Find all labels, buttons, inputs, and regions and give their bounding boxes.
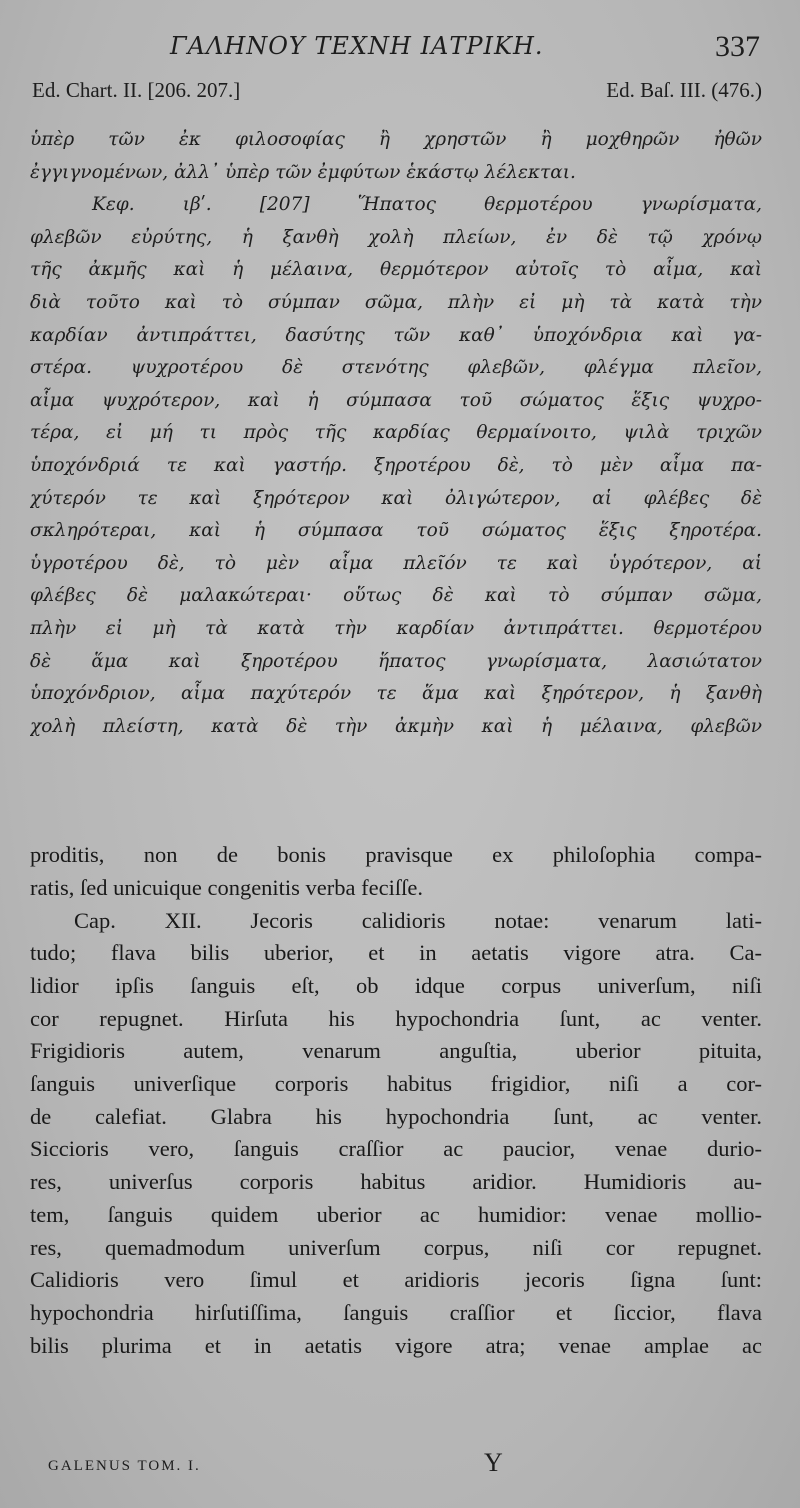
- greek-line: τέρα, εἰ μή τι πρὸς τῆς καρδίας θερμαίνοιτο, ψιλὰ τριχῶν: [30, 422, 762, 444]
- page-footer: [30, 1448, 762, 1484]
- greek-line: δὲ ἅμα καὶ ξηροτέρου ἥπατος γνωρίσματα, λασιώτατον: [30, 650, 762, 672]
- greek-line: φλέβες δὲ μαλακώτεραι· οὕτως δὲ καὶ τὸ σύμπαν σῶμα,: [30, 585, 762, 607]
- latin-line: Frigidioris autem, venarum anguſtia, uberior pituita,: [30, 1038, 762, 1064]
- running-title: ΓΑΛΗΝΟΥ ΤΕΧΝΗ ΙΑΤΡΙΚΗ.: [170, 32, 544, 60]
- latin-line: de calefiat. Glabra his hypochondria ſunt, ac venter.: [30, 1103, 762, 1129]
- latin-line: res, univerſus corporis habitus aridior. Humidioris au-: [30, 1169, 762, 1195]
- page-header: [30, 26, 762, 102]
- latin-text-block: [30, 839, 762, 1362]
- latin-line: Siccioris vero, ſanguis craſſior ac paucior, venae durio-: [30, 1136, 762, 1162]
- greek-line: διὰ τοῦτο καὶ τὸ σύμπαν σῶμα, πλὴν εἰ μὴ τὰ κατὰ τὴν: [30, 291, 762, 313]
- section-gap: [30, 743, 762, 839]
- latin-line: hypochondria hirſutiſſima, ſanguis craſſior et ſiccior, flava: [30, 1299, 762, 1325]
- greek-line: χύτερόν τε καὶ ξηρότερον καὶ ὀλιγώτερον, αἱ φλέβες δὲ: [30, 487, 762, 509]
- edition-chartier-reference: Ed. Chart. II. [206. 207.]: [32, 78, 241, 102]
- page-number: 337: [715, 30, 760, 63]
- greek-line: ὑποχόνδριον, αἷμα παχύτερόν τε ἅμα καὶ ξηρότερον, ἡ ξανθὴ: [30, 683, 762, 705]
- greek-line: πλὴν εἰ μὴ τὰ κατὰ τὴν καρδίαν ἀντιπράττει. θερμοτέρου: [30, 617, 762, 639]
- greek-line: Κεφ. ιβʹ. [207] Ἥπατος θερμοτέρου γνωρίσματα,: [92, 194, 762, 216]
- latin-line: Calidioris vero ſimul et aridioris jecoris ſigna ſunt:: [30, 1267, 762, 1293]
- signature-line: GALENUS TOM. I.: [48, 1458, 201, 1474]
- latin-line: cor repugnet. Hirſuta his hypochondria ſunt, ac venter.: [30, 1005, 762, 1031]
- greek-line: στέρα. ψυχροτέρου δὲ στενότης φλεβῶν, φλέγμα πλεῖον,: [30, 357, 762, 379]
- greek-line: αἷμα ψυχρότερον, καὶ ἡ σύμπασα τοῦ σώματος ἕξις ψυχρο-: [30, 389, 762, 411]
- latin-line: bilis plurima et in aetatis vigore atra; venae amplae ac: [30, 1332, 762, 1358]
- greek-line: χολὴ πλείστη, κατὰ δὲ τὴν ἀκμὴν καὶ ἡ μέλαινα, φλεβῶν: [30, 715, 762, 737]
- latin-line: ratis, ſed unicuique congenitis verba feciſſe.: [30, 874, 423, 900]
- greek-text-block: [30, 124, 762, 743]
- greek-line: ὑποχόνδριά τε καὶ γαστήρ. ξηροτέρου δὲ, τὸ μὲν αἷμα πα-: [30, 454, 762, 476]
- latin-line: Cap. XII. Jecoris calidioris notae: venarum lati-: [74, 907, 762, 933]
- latin-line: lidior ipſis ſanguis eſt, ob idque corpus univerſum, niſi: [30, 973, 762, 999]
- latin-line: ſanguis univerſique corporis habitus frigidior, niſi a cor-: [30, 1071, 762, 1097]
- greek-line: καρδίαν ἀντιπράττει, δασύτης τῶν καθ᾽ ὑποχόνδρια καὶ γα-: [30, 324, 762, 346]
- latin-line: proditis, non de bonis pravisque ex philoſophia compa-: [30, 842, 762, 868]
- greek-line: σκληρότεραι, καὶ ἡ σύμπασα τοῦ σώματος ἕξις ξηροτέρα.: [30, 520, 762, 542]
- greek-line: ὑπὲρ τῶν ἐκ φιλοσοφίας ἢ χρηστῶν ἢ μοχθηρῶν ἠθῶν: [30, 129, 762, 150]
- latin-line: res, quemadmodum univerſum corpus, niſi cor repugnet.: [30, 1234, 762, 1260]
- greek-line: φλεβῶν εὐρύτης, ἡ ξανθὴ χολὴ πλείων, ἐν δὲ τῷ χρόνῳ: [30, 226, 762, 248]
- greek-line: ὑγροτέρου δὲ, τὸ μὲν αἷμα πλεῖόν τε καὶ ὑγρότερον, αἱ: [30, 552, 762, 574]
- latin-line: tem, ſanguis quidem uberior ac humidior: venae mollio-: [30, 1201, 762, 1227]
- latin-line: tudo; flava bilis uberior, et in aetatis vigore atra. Ca-: [30, 940, 762, 966]
- greek-line: ἐγγιγνομένων, ἀλλ᾽ ὑπὲρ τῶν ἐμφύτων ἑκάστῳ λέλεκται.: [30, 161, 576, 183]
- sheet-mark: Y: [484, 1448, 503, 1477]
- greek-line: τῆς ἀκμῆς καὶ ἡ μέλαινα, θερμότερον αὐτοῖς τὸ αἷμα, καὶ: [30, 259, 762, 281]
- edition-basel-reference: Ed. Baſ. III. (476.): [606, 78, 762, 102]
